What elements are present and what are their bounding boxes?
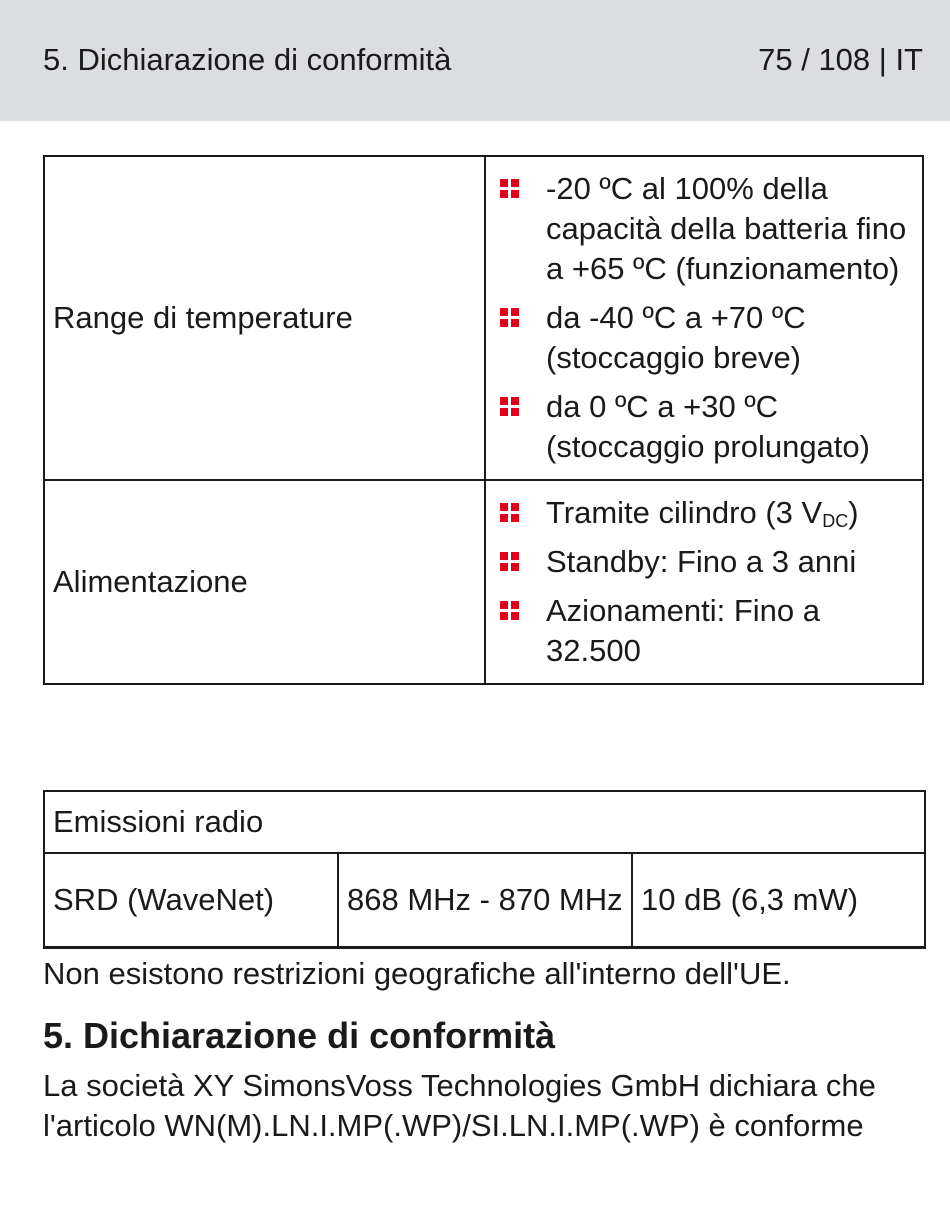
section-heading: 5. Dichiarazione di conformità <box>43 1015 556 1056</box>
spec-label-power-supply: Alimentazione <box>44 480 485 684</box>
red-square-grid-icon <box>500 308 520 328</box>
list-item <box>500 542 914 582</box>
section-body-text: La società XY SimonsVoss Technologies GmbH dichiara che l'articolo WN(M).LN.I.MP(.WP)/SI.LN.I.MP(.WP) è conforme <box>43 1068 876 1143</box>
red-square-grid-icon <box>500 601 520 621</box>
radio-frequency-cell: 868 MHz - 870 MHz <box>338 853 632 948</box>
page-header <box>0 0 950 121</box>
list-item-text: Tramite cilindro (3 V <box>546 495 823 530</box>
list-item <box>500 169 914 289</box>
radio-table-title: Emissioni radio <box>44 791 925 853</box>
list-item-text: Standby: Fino a 3 anni <box>546 544 857 579</box>
bullet-list <box>500 169 914 467</box>
bullet-list <box>500 493 914 671</box>
subscript-dc: DC <box>822 511 849 531</box>
list-item-text: -20 ºC al 100% della capacità della batteria fino a +65 ºC (funzionamento) <box>546 171 907 286</box>
table-row <box>44 156 923 480</box>
spec-label-temperature: Range di temperature <box>44 156 485 480</box>
list-item <box>500 591 914 671</box>
red-square-grid-icon <box>500 179 520 199</box>
radio-emissions-table <box>43 790 926 949</box>
header-page-number: 75 / 108 | IT <box>758 42 923 77</box>
list-item-text: da 0 ºC a +30 ºC (stoccaggio prolungato) <box>546 389 870 464</box>
list-item-text: da -40 ºC a +70 ºC (stoccaggio breve) <box>546 300 806 375</box>
red-square-grid-icon <box>500 397 520 417</box>
list-item <box>500 493 914 533</box>
red-square-grid-icon <box>500 503 520 523</box>
specs-table <box>43 155 924 685</box>
list-item <box>500 298 914 378</box>
list-item <box>500 387 914 467</box>
table-row <box>44 853 925 948</box>
radio-power-cell: 10 dB (6,3 mW) <box>632 853 925 948</box>
table-row <box>44 791 925 853</box>
list-item-text-tail: ) <box>848 495 859 530</box>
spec-values-temperature <box>485 156 923 480</box>
radio-type-cell: SRD (WaveNet) <box>44 853 338 948</box>
red-square-grid-icon <box>500 552 520 572</box>
table-row <box>44 480 923 684</box>
spec-values-power-supply <box>485 480 923 684</box>
header-section-title: 5. Dichiarazione di conformità <box>43 42 452 77</box>
list-item-text: Azionamenti: Fino a 32.500 <box>546 593 820 668</box>
geographic-note: Non esistono restrizioni geografiche all'interno dell'UE. <box>43 956 791 991</box>
